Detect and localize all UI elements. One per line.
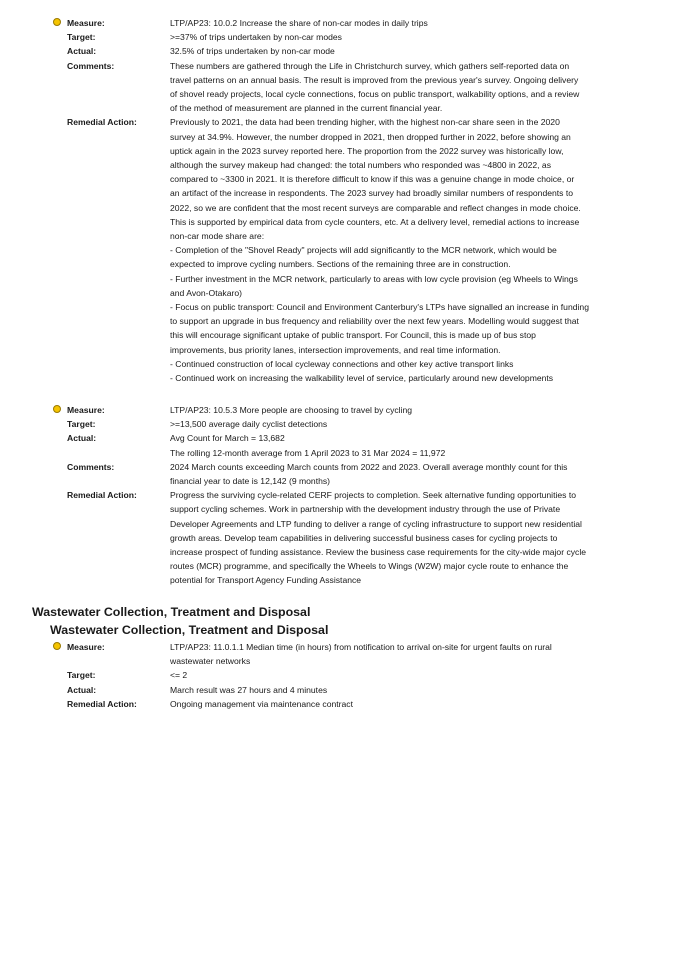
actual-label: Actual:: [67, 433, 97, 444]
remedial-label: Remedial Action:: [67, 490, 137, 501]
actual-row: [0, 431, 675, 459]
target-label: Target:: [67, 419, 96, 430]
measure-row: [0, 403, 675, 417]
remedial-label: Remedial Action:: [67, 698, 137, 709]
actual-text: 32.5% of trips undertaken by non-car mode: [170, 46, 335, 57]
measure-label: Measure:: [67, 405, 105, 415]
actual-label: Actual:: [67, 684, 97, 695]
comments-label: Comments:: [67, 60, 115, 71]
yellow-circle-icon: [53, 642, 61, 650]
target-label: Target:: [67, 670, 96, 681]
remedial-label: Remedial Action:: [67, 117, 137, 128]
actual-row: [0, 683, 675, 697]
yellow-circle-icon: [53, 18, 61, 26]
measure-block-2: [0, 403, 675, 588]
measure-text: LTP/AP23: 10.0.2 Increase the share of non-car modes in daily trips: [170, 18, 428, 28]
measure-row: [0, 640, 675, 668]
comments-text: 2024 March counts exceeding March counts from 2022 and 2023. Overall average monthly count for this financial year to date is 12,142 (9 months): [170, 461, 568, 487]
actual-text: March result was 27 hours and 4 minutes: [170, 684, 328, 695]
yellow-circle-icon: [53, 405, 61, 413]
measure-block-3: [0, 640, 675, 711]
actual-label: Actual:: [67, 46, 97, 57]
section-heading: Wastewater Collection, Treatment and Disposal: [32, 605, 311, 619]
target-text: >=13,500 average daily cyclist detections: [170, 419, 328, 430]
target-row: [0, 30, 675, 44]
comments-row: [0, 59, 675, 116]
measure-text: LTP/AP23: 10.5.3 More people are choosing to travel by cycling: [170, 405, 413, 415]
target-text: <= 2: [170, 670, 188, 681]
remedial-row: [0, 697, 675, 711]
remedial-text: Progress the surviving cycle-related CERF projects to completion. Seek alternative funding opportunities to support cycling schemes. Work in partnership with the development industry through the use of Private Developer Agreements and LTP funding to deliver a range of cycling infrastructure to support new residential growth areas. Develop team capabilities in delivering successful business cases for cycling projects to increase prospect of funding assistance. Review the business case requirements for the city-wide major cycle routes (MCR) programme, and specifically the Wheels to Wings (W2W) major cycle route to enhance the potential for Transport Agency Funding Assistance: [170, 490, 587, 586]
comments-row: [0, 460, 675, 488]
measure-block-1: [0, 16, 675, 385]
section-subheading: Wastewater Collection, Treatment and Disposal: [50, 623, 329, 637]
target-text: >=37% of trips undertaken by non-car modes: [170, 32, 342, 43]
actual-row: [0, 44, 675, 58]
comments-label: Comments:: [67, 461, 115, 472]
target-row: [0, 668, 675, 682]
remedial-row: [0, 115, 675, 385]
remedial-text: Previously to 2021, the data had been trending higher, with the highest non-car share seen in the 2020 survey at 34.9%. However, the number dropped in 2021, then dropped further in 2022, before showing an uptick again in the 2023 survey reported here. The proportion from the 2022 survey was historically low, although the survey makeup had changed: the total numbers who responded was ~4800 in 2022, as compared to ~3300 in 2021. It is therefore difficult to know if this was a genuine change in mode choice, or an artifact of the increase in respondents. The 2023 survey had broadly similar numbers of respondents to 2022, so we are confident that the most recent surveys are comparable and reflect changes in mode choice. This is supported by empirical data from cycle counters, etc. At a delivery level, remedial actions to increase non-car mode share are: - Completion of the "Shovel Ready" projects will add significantly to the MCR network, which would be expected to improve cycling numbers. Sections of the remaining three are in construction. - Further investment in the MCR network, particularly to areas with low cycle provision (eg Wheels to Wings and Avon-Otakaro) - Focus on public transport: Council and Environment Canterbury's LTPs have signalled an increase in funding to support an upgrade in bus frequency and reliability over the next few years. Modelling would suggest that this will encourage significant uptake of public transport. For Council, this is made up of bus stop improvements, bus priority lanes, intersection improvements, and real time information. - Continued construction of local cycleway connections and other key active transport links - Continued work on increasing the walkability level of service, particularly around new developments: [170, 117, 589, 384]
measure-label: Measure:: [67, 18, 105, 28]
remedial-row: [0, 488, 675, 587]
measure-row: [0, 16, 675, 30]
actual-text: Avg Count for March = 13,682 The rolling 12-month average from 1 April 2023 to 31 Mar 2024 = 11,972: [170, 433, 446, 458]
measure-label: Measure:: [67, 642, 105, 652]
target-row: [0, 417, 675, 431]
remedial-text: Ongoing management via maintenance contract: [170, 698, 353, 709]
comments-text: These numbers are gathered through the Life in Christchurch survey, which gathers self-reported data on travel patterns on an annual basis. The result is improved from the previous year's survey. Ongoing delivery of shovel ready projects, local cycle connections, focus on public transport, walkability options, and a review of the method of measurement are planned in the current financial year.: [170, 60, 580, 114]
measure-text: LTP/AP23: 11.0.1.1 Median time (in hours) from notification to arrival on-site for urgent faults on rural wastewater networks: [170, 642, 552, 667]
target-label: Target:: [67, 32, 96, 43]
